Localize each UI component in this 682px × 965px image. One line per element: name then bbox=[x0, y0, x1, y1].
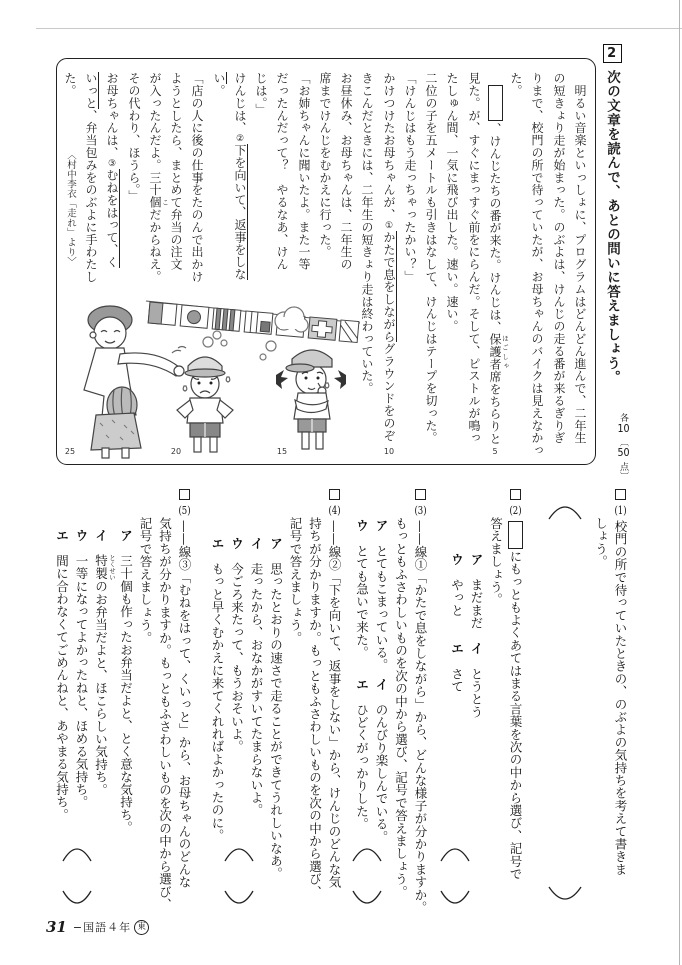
boy-figure bbox=[177, 331, 233, 452]
text-run: た。 bbox=[509, 72, 523, 97]
text-run: ——線③「むねをはって、くいっと」から、お母ちゃんのどんな bbox=[177, 520, 192, 889]
text-run: 、弁当包みをのぶよに手わたし bbox=[84, 109, 98, 283]
passage-column bbox=[61, 72, 79, 97]
text-run: イ bbox=[469, 641, 484, 655]
text-run: イ bbox=[374, 677, 389, 691]
text-run: 一等になってよかったねと、ほめる気持ち。 bbox=[74, 541, 89, 809]
text-run: 三十個も作ったお弁当だよと、とく意な気持ち。 bbox=[118, 541, 134, 834]
text-run: だからねえ。 bbox=[148, 208, 162, 283]
text-run: だったんだって？ やるなあ、けん bbox=[275, 72, 289, 271]
question-number: 10 bbox=[617, 422, 630, 434]
passage-column bbox=[571, 72, 589, 444]
text-run: しょう。 bbox=[593, 517, 609, 568]
question-column bbox=[91, 489, 116, 919]
text-run: エ bbox=[354, 677, 370, 691]
text-run: 走ったから、おなかがすいてたまらないよ。 bbox=[249, 549, 264, 817]
text-run: ウ bbox=[354, 519, 370, 532]
line-number: 5 bbox=[486, 447, 504, 456]
text-run: 見た。が、すぐにまっすぐ前をにらんだ。そして、ピストルが鳴っ bbox=[467, 72, 481, 444]
question-column bbox=[591, 489, 611, 919]
question-column bbox=[611, 489, 631, 919]
section-number: 2 bbox=[603, 44, 622, 63]
passage-column bbox=[231, 72, 249, 280]
question-column bbox=[175, 489, 195, 919]
question-number: 50 bbox=[617, 447, 630, 458]
passage-column bbox=[146, 72, 169, 283]
answer-checkbox bbox=[179, 489, 190, 500]
text-run: ア bbox=[469, 553, 484, 566]
text-run: 席までけんじをむかえに行った。 bbox=[318, 72, 332, 258]
text-run: りまで、校門の所で待っていたが、お母ちゃんのバイクは見えなかっ bbox=[530, 72, 544, 457]
answer-checkbox bbox=[329, 489, 340, 500]
text-run: 〈村中李衣「走れ」より〉 bbox=[65, 150, 76, 267]
text-run: さて bbox=[449, 654, 465, 693]
text-run: ア bbox=[374, 519, 389, 532]
question-number: (1) bbox=[614, 505, 627, 516]
scene-illustration bbox=[60, 287, 360, 459]
footer-subject-label: −国語４年 bbox=[72, 921, 132, 934]
text-run: ようとしたら、まとめて弁当の注文 bbox=[169, 72, 183, 271]
passage-column bbox=[295, 72, 313, 270]
text-run: ——線②「下を向いて、返事をしない」から、けんじのどんな気 bbox=[327, 520, 342, 889]
text-run: イ bbox=[93, 529, 109, 542]
text-run: 明るい音楽といっしょに、プログラムはどんどん進んで、二年生 bbox=[573, 72, 587, 444]
passage-column bbox=[528, 72, 546, 456]
text-run: 次の文章を読んで、あとの問いに答えましょう。 bbox=[604, 70, 620, 385]
text-run: 点〕 bbox=[618, 462, 628, 481]
passage-column bbox=[188, 72, 206, 283]
text-run: 記号で答えましょう。 bbox=[288, 517, 303, 644]
answer-bracket bbox=[222, 845, 256, 907]
text-run: お昼休み、お母ちゃんは、二年生の bbox=[339, 72, 353, 271]
text-run: じは。」 bbox=[254, 72, 268, 116]
text-run: 、けんじたちの番が来た。けんじは、 bbox=[488, 122, 502, 334]
circled-number-marker: ③ bbox=[107, 158, 117, 169]
passage-column bbox=[486, 72, 509, 445]
text-run: かたで息をしながら bbox=[382, 230, 396, 343]
line-number: 25 bbox=[61, 447, 79, 456]
text-run: もっと早くむかえに来てくれればよかったのに。 bbox=[210, 549, 225, 842]
passage-column bbox=[337, 72, 355, 270]
passage-column bbox=[401, 72, 419, 283]
line-number: 20 bbox=[167, 447, 185, 456]
ruby-annotated-word: 保護者 ほごしゃ bbox=[488, 333, 509, 371]
text-run: の短きょり走が始まった。のぶよは、けんじの走る番が来るぎりぎ bbox=[552, 72, 566, 444]
text-run: ア bbox=[268, 537, 284, 550]
text-run: い bbox=[212, 72, 226, 85]
question-number: (4) bbox=[328, 505, 341, 516]
answer-bracket bbox=[546, 503, 584, 903]
ruby-annotated-word: 個 こ bbox=[148, 196, 169, 209]
text-run: 思ったとおりの速さで走ることができてうれしいなあ。 bbox=[268, 549, 284, 880]
flags-bunting bbox=[146, 301, 360, 342]
text-run: グラウンドをのぞ bbox=[382, 342, 396, 442]
text-run: やっと bbox=[449, 565, 465, 642]
text-run: まだまだ bbox=[469, 565, 484, 642]
question-number: (3) bbox=[414, 505, 427, 516]
text-run: のんびり楽しんでいる。 bbox=[374, 690, 389, 843]
fill-in-blank-box bbox=[488, 85, 503, 121]
answer-bracket bbox=[350, 845, 384, 907]
question-column bbox=[325, 489, 345, 919]
text-run: 間に合わなくてごめんねと、あやまる気持ち。 bbox=[54, 541, 70, 822]
ruby-annotated-word: 特製 とくせい bbox=[93, 554, 116, 581]
mother-figure bbox=[84, 306, 186, 458]
text-run: 気持ちが分かりますか。もっともふさわしいものを次の中から選び、 bbox=[157, 517, 173, 911]
text-run: お母ちゃんは、 bbox=[105, 72, 119, 159]
text-run: むねをはって、く bbox=[105, 168, 119, 269]
text-run: た。 bbox=[63, 72, 77, 97]
circled-number-marker: ② bbox=[235, 134, 245, 144]
text-run: ——線①「かたで息をしながら」から、どんな様子が分かりますか。 bbox=[413, 520, 428, 914]
passage-column bbox=[273, 72, 291, 270]
passage-column bbox=[507, 72, 525, 97]
text-run: いっと bbox=[84, 72, 98, 110]
circled-number-marker: ① bbox=[384, 220, 394, 231]
text-run: 「店の人に後の仕事をたのんで出かけ bbox=[190, 72, 204, 283]
text-run: とうとう bbox=[469, 654, 484, 719]
question-column bbox=[391, 489, 411, 919]
answer-checkbox bbox=[510, 489, 521, 500]
text-run: ひどくがっかりした。 bbox=[354, 690, 370, 831]
passage-source bbox=[61, 150, 79, 266]
passage-column bbox=[358, 72, 376, 394]
question-column bbox=[305, 489, 325, 919]
question-column bbox=[136, 489, 156, 919]
text-run: 「お姉ちゃんに聞いたよ。また一等 bbox=[297, 72, 311, 271]
text-run: 席をちらりと bbox=[488, 370, 502, 445]
line-number: 10 bbox=[380, 447, 398, 456]
text-run: のお弁当だよと、ほこらしい気持ち。 bbox=[93, 580, 109, 797]
fill-in-blank-box bbox=[508, 521, 523, 549]
text-run: エ bbox=[210, 537, 225, 550]
passage-column bbox=[125, 72, 143, 202]
passage-column bbox=[252, 72, 270, 116]
text-run: 答えましょう。 bbox=[488, 517, 504, 606]
text-run bbox=[94, 542, 109, 555]
text-run: 校門の所で待っていたときの、のぶよの気持ちを考えて書きま bbox=[613, 520, 628, 876]
text-run: ウ bbox=[229, 537, 245, 550]
passage-column bbox=[103, 72, 121, 268]
page-number: 31 bbox=[46, 918, 67, 936]
line-number: 15 bbox=[273, 447, 291, 456]
text-run: たしゅん間、一気に飛び出した。速い。速い。 bbox=[445, 72, 459, 333]
question-column bbox=[116, 489, 136, 919]
text-run: かけつけたお母ちゃんが、 bbox=[382, 72, 396, 221]
passage-column bbox=[167, 72, 185, 270]
answer-checkbox bbox=[615, 489, 626, 500]
passage-column bbox=[465, 72, 483, 444]
passage-column bbox=[380, 72, 398, 442]
passage-column bbox=[316, 72, 334, 258]
page-footer bbox=[46, 918, 149, 936]
answer-bracket bbox=[60, 845, 94, 907]
page-top-edge-line bbox=[36, 28, 682, 29]
answer-bracket bbox=[438, 845, 472, 907]
text-run: 「けんじはもう走っちゃったかい？」 bbox=[403, 72, 417, 283]
text-run bbox=[488, 72, 502, 84]
passage-column bbox=[443, 72, 461, 332]
text-run: とてもこまっている。 bbox=[374, 531, 389, 678]
passage-column bbox=[82, 72, 100, 283]
text-run: イ bbox=[249, 537, 264, 550]
answer-checkbox bbox=[415, 489, 426, 500]
text-run: エ bbox=[449, 641, 465, 655]
question-number: (2) bbox=[509, 505, 522, 516]
points-note bbox=[616, 413, 630, 481]
question-block-1 bbox=[591, 489, 630, 919]
text-run: その代わり、ほうら。」 bbox=[127, 72, 141, 203]
text-run: きこんだときには、二年生の短きょり走は終わっていた。 bbox=[360, 72, 374, 395]
text-run: 今ごろ来たって、もうおそいよ。 bbox=[229, 549, 245, 753]
text-run: けんじは、 bbox=[233, 72, 247, 134]
question-column bbox=[411, 489, 431, 919]
text-run: エ bbox=[54, 529, 70, 542]
text-run: ウ bbox=[449, 553, 465, 566]
question-column bbox=[266, 489, 286, 919]
edition-circle-mark: 東 bbox=[134, 920, 149, 935]
question-column bbox=[155, 489, 175, 919]
question-column bbox=[486, 489, 506, 919]
page-right-edge-line bbox=[679, 0, 680, 965]
question-column bbox=[286, 489, 306, 919]
text-run: 持ちが分かりますか。もっともふさわしいものを次の中から選び、 bbox=[307, 517, 323, 898]
question-number: (5) bbox=[178, 505, 191, 516]
text-run: 〔 bbox=[618, 437, 628, 447]
question-column bbox=[506, 489, 526, 919]
text-run: 下を向いて、返事をしな bbox=[233, 144, 247, 281]
text-run: にもっともよくあてはまる言葉を次の中から選び、記号で bbox=[508, 550, 523, 881]
passage-column bbox=[210, 72, 228, 97]
text-run: ウ bbox=[74, 529, 89, 542]
text-run: もっともふさわしいものを次の中から選び、記号で答えましょう。 bbox=[393, 517, 409, 898]
passage-column bbox=[422, 72, 440, 444]
text-run: 。 bbox=[212, 84, 226, 97]
exercise-title bbox=[601, 44, 623, 385]
text-run: 各 bbox=[618, 413, 628, 423]
text-run: ア bbox=[118, 529, 134, 542]
text-run: 記号で答えましょう。 bbox=[138, 517, 153, 644]
text-run: が入ったんだよ。三十 bbox=[148, 72, 162, 196]
passage-column bbox=[550, 72, 568, 444]
text-run: とても急いで来た。 bbox=[354, 531, 370, 678]
text-run: 二位の子を五メートルも引きはなして、けんじはテープを切った。 bbox=[424, 72, 438, 444]
